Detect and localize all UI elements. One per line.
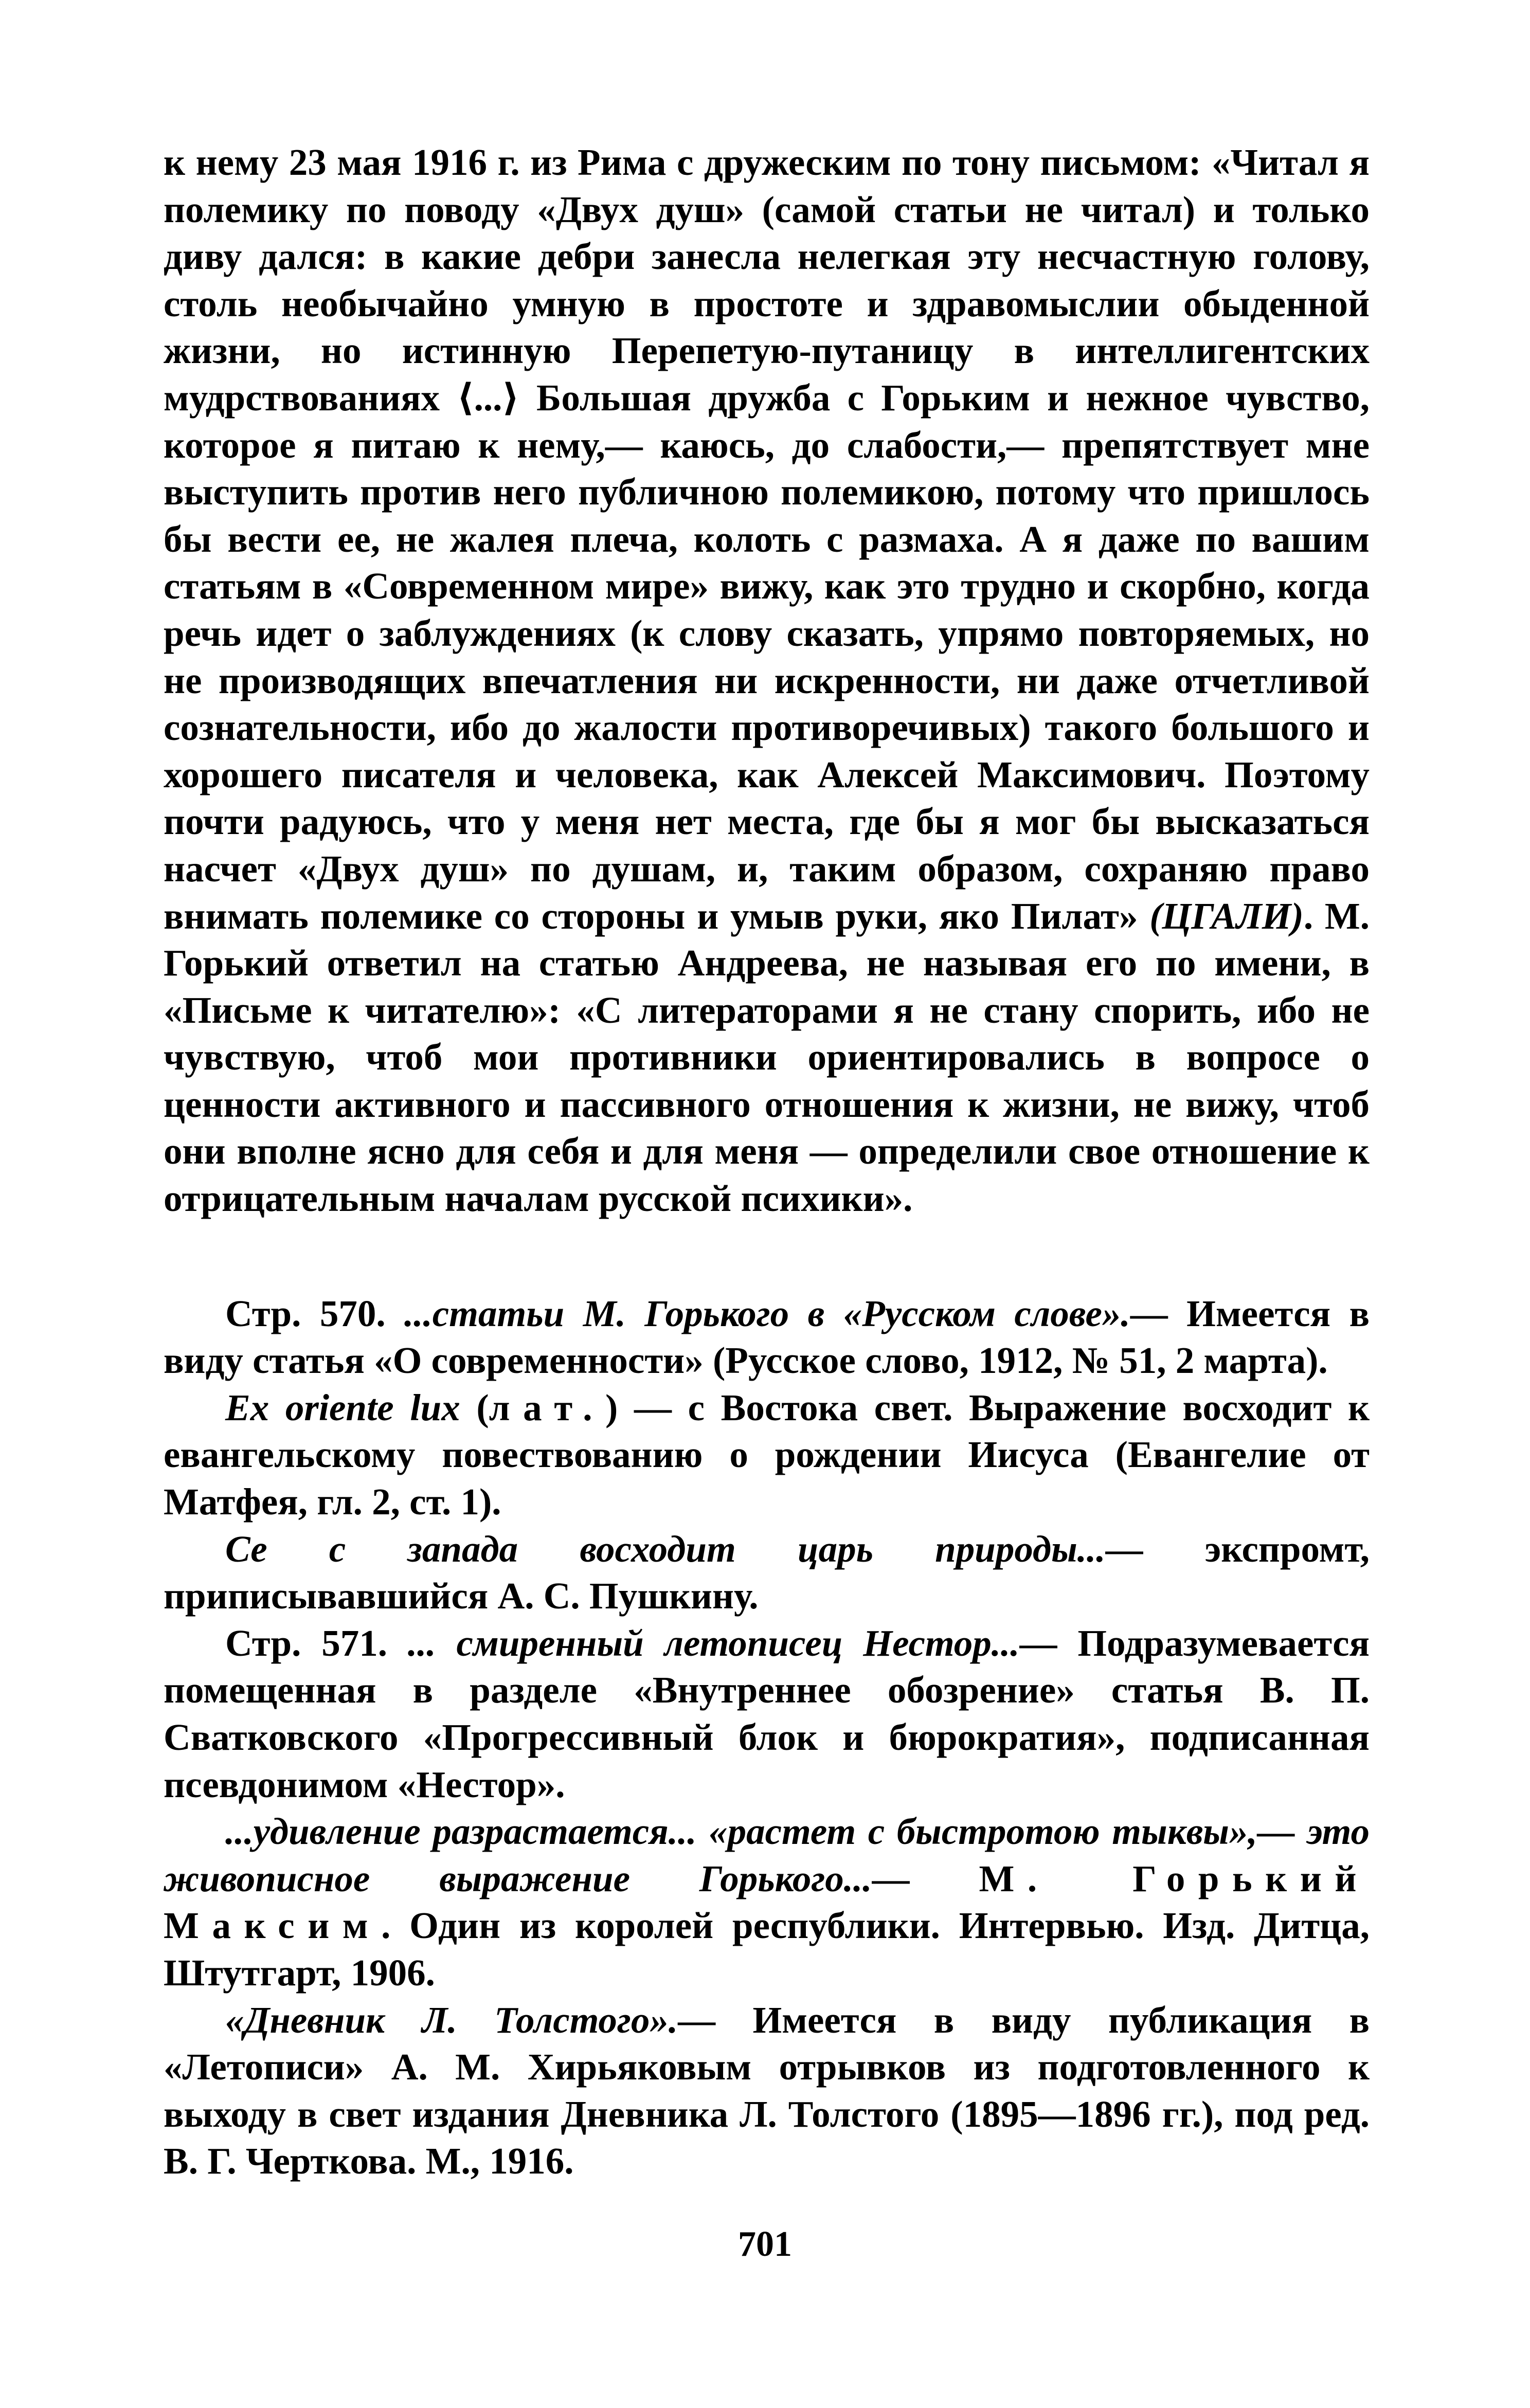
note-comment: . Один из королей республики. Интервью. Изд. Дитца, Штутгарт, 1906. <box>164 1905 1370 1994</box>
note-spaced-text: лат. <box>489 1386 606 1428</box>
intro-text-1: к нему 23 мая 1916 г. из Рима с дружеским по тону письмом: «Читал я полемику по поводу «Двух душ» (самой статьи не читал) и только диву дался: в какие дебри занесла нелегкая эту несчастную голову, столь необычайно умную в простоте и здравомыслии обыденной жизни, но истинную Перепетую-путаницу в интеллигентских мудрствованиях ⟨...⟩ Большая дружба с Горьким и нежное чувство, которое я питаю к нему,— каюсь, до слабости,— препятствует мне выступить против него публичною полемикою, потому что пришлось бы вести ее, не жалея плеча, колоть с размаха. А я даже по вашим статьям в «Современном мире» вижу, как это трудно и скорбно, когда речь идет о заблуждениях (к слову сказать, упрямо повторяемых, но не производящих впечатления ни искренности, ни даже отчетливой сознательности, ибо до жалости противоречивых) такого большого и хорошего писателя и человека, как Алексей Максимович. Поэтому почти радуюсь, что у меня нет места, где бы я мог бы высказаться насчет «Двух душ» по душам, и, таким образом, сохраняю право внимать полемике со стороны и умыв руки, яко Пилат» <box>164 141 1370 937</box>
intro-text-2: . М. Горький ответил на статью Андреева, не называя его по имени, в «Письме к читателю»: «С литераторами я не стану спорить, ибо не чувствую, чтоб мои противники ориентировались в вопросе о ценности активного и пассивного отношения к жизни, не вижу, чтоб они вполне ясно для себя и для меня — определили свое отношение к отрицательным началам русской психики». <box>164 895 1370 1220</box>
page-number: 701 <box>738 2224 792 2264</box>
page-body <box>164 139 1370 2185</box>
section-gap <box>164 1222 1370 1290</box>
note-paragraph <box>164 1997 1370 2185</box>
note-paragraph <box>164 1808 1370 1996</box>
note-quote: ... смиренный летописец Нестор... <box>407 1622 1020 1664</box>
note-prefix: Стр. 571. <box>225 1622 408 1664</box>
note-quote: Се с запада восходит царь природы... <box>225 1528 1106 1570</box>
note-quote: ...удивление разрастается... «растет с быстротою тыквы»,— это живописное выражение Горького... <box>164 1810 1370 1899</box>
note-quote: ...статьи М. Горького в «Русском слове». <box>404 1292 1130 1334</box>
intro-archive-ref: (ЦГАЛИ) <box>1149 895 1304 937</box>
note-comment: — Имеется в виду статья «О современности» (Русское слово, 1912, № 51, 2 марта). <box>164 1292 1370 1382</box>
note-comment: — экспромт, приписывавшийся А. С. Пушкину. <box>164 1528 1370 1617</box>
note-paragraph <box>164 1620 1370 1808</box>
note-comment: — Подразумевается помещенная в разделе «Внутреннее обозрение» статья В. П. Сватковского «Прогрессивный блок и бюрократия», подписанная псевдонимом «Нестор». <box>164 1622 1370 1805</box>
note-spaced-text: М. Горький Максим <box>164 1857 1370 1947</box>
note-paragraph <box>164 1290 1370 1384</box>
note-paragraph <box>164 1526 1370 1620</box>
note-quote: Ex oriente lux <box>225 1386 460 1428</box>
note-comment: ) — с Востока свет. Выражение восходит к евангельскому повествованию о рождении Иисуса (Евангелие от Матфея, гл. 2, ст. 1). <box>164 1386 1370 1523</box>
note-connector: ( <box>460 1386 489 1428</box>
note-quote: «Дневник Л. Толстого». <box>225 1999 678 2041</box>
intro-paragraph <box>164 139 1370 1222</box>
note-paragraph <box>164 1384 1370 1526</box>
note-prefix: Стр. 570. <box>225 1292 405 1334</box>
note-connector: — <box>872 1857 979 1899</box>
note-comment: — Имеется в виду публикация в «Летописи» А. М. Хирьяковым отрывков из подготовленного к выходу в свет издания Дневника Л. Толстого (1895—1896 гг.), под ред. В. Г. Черткова. М., 1916. <box>164 1999 1370 2182</box>
